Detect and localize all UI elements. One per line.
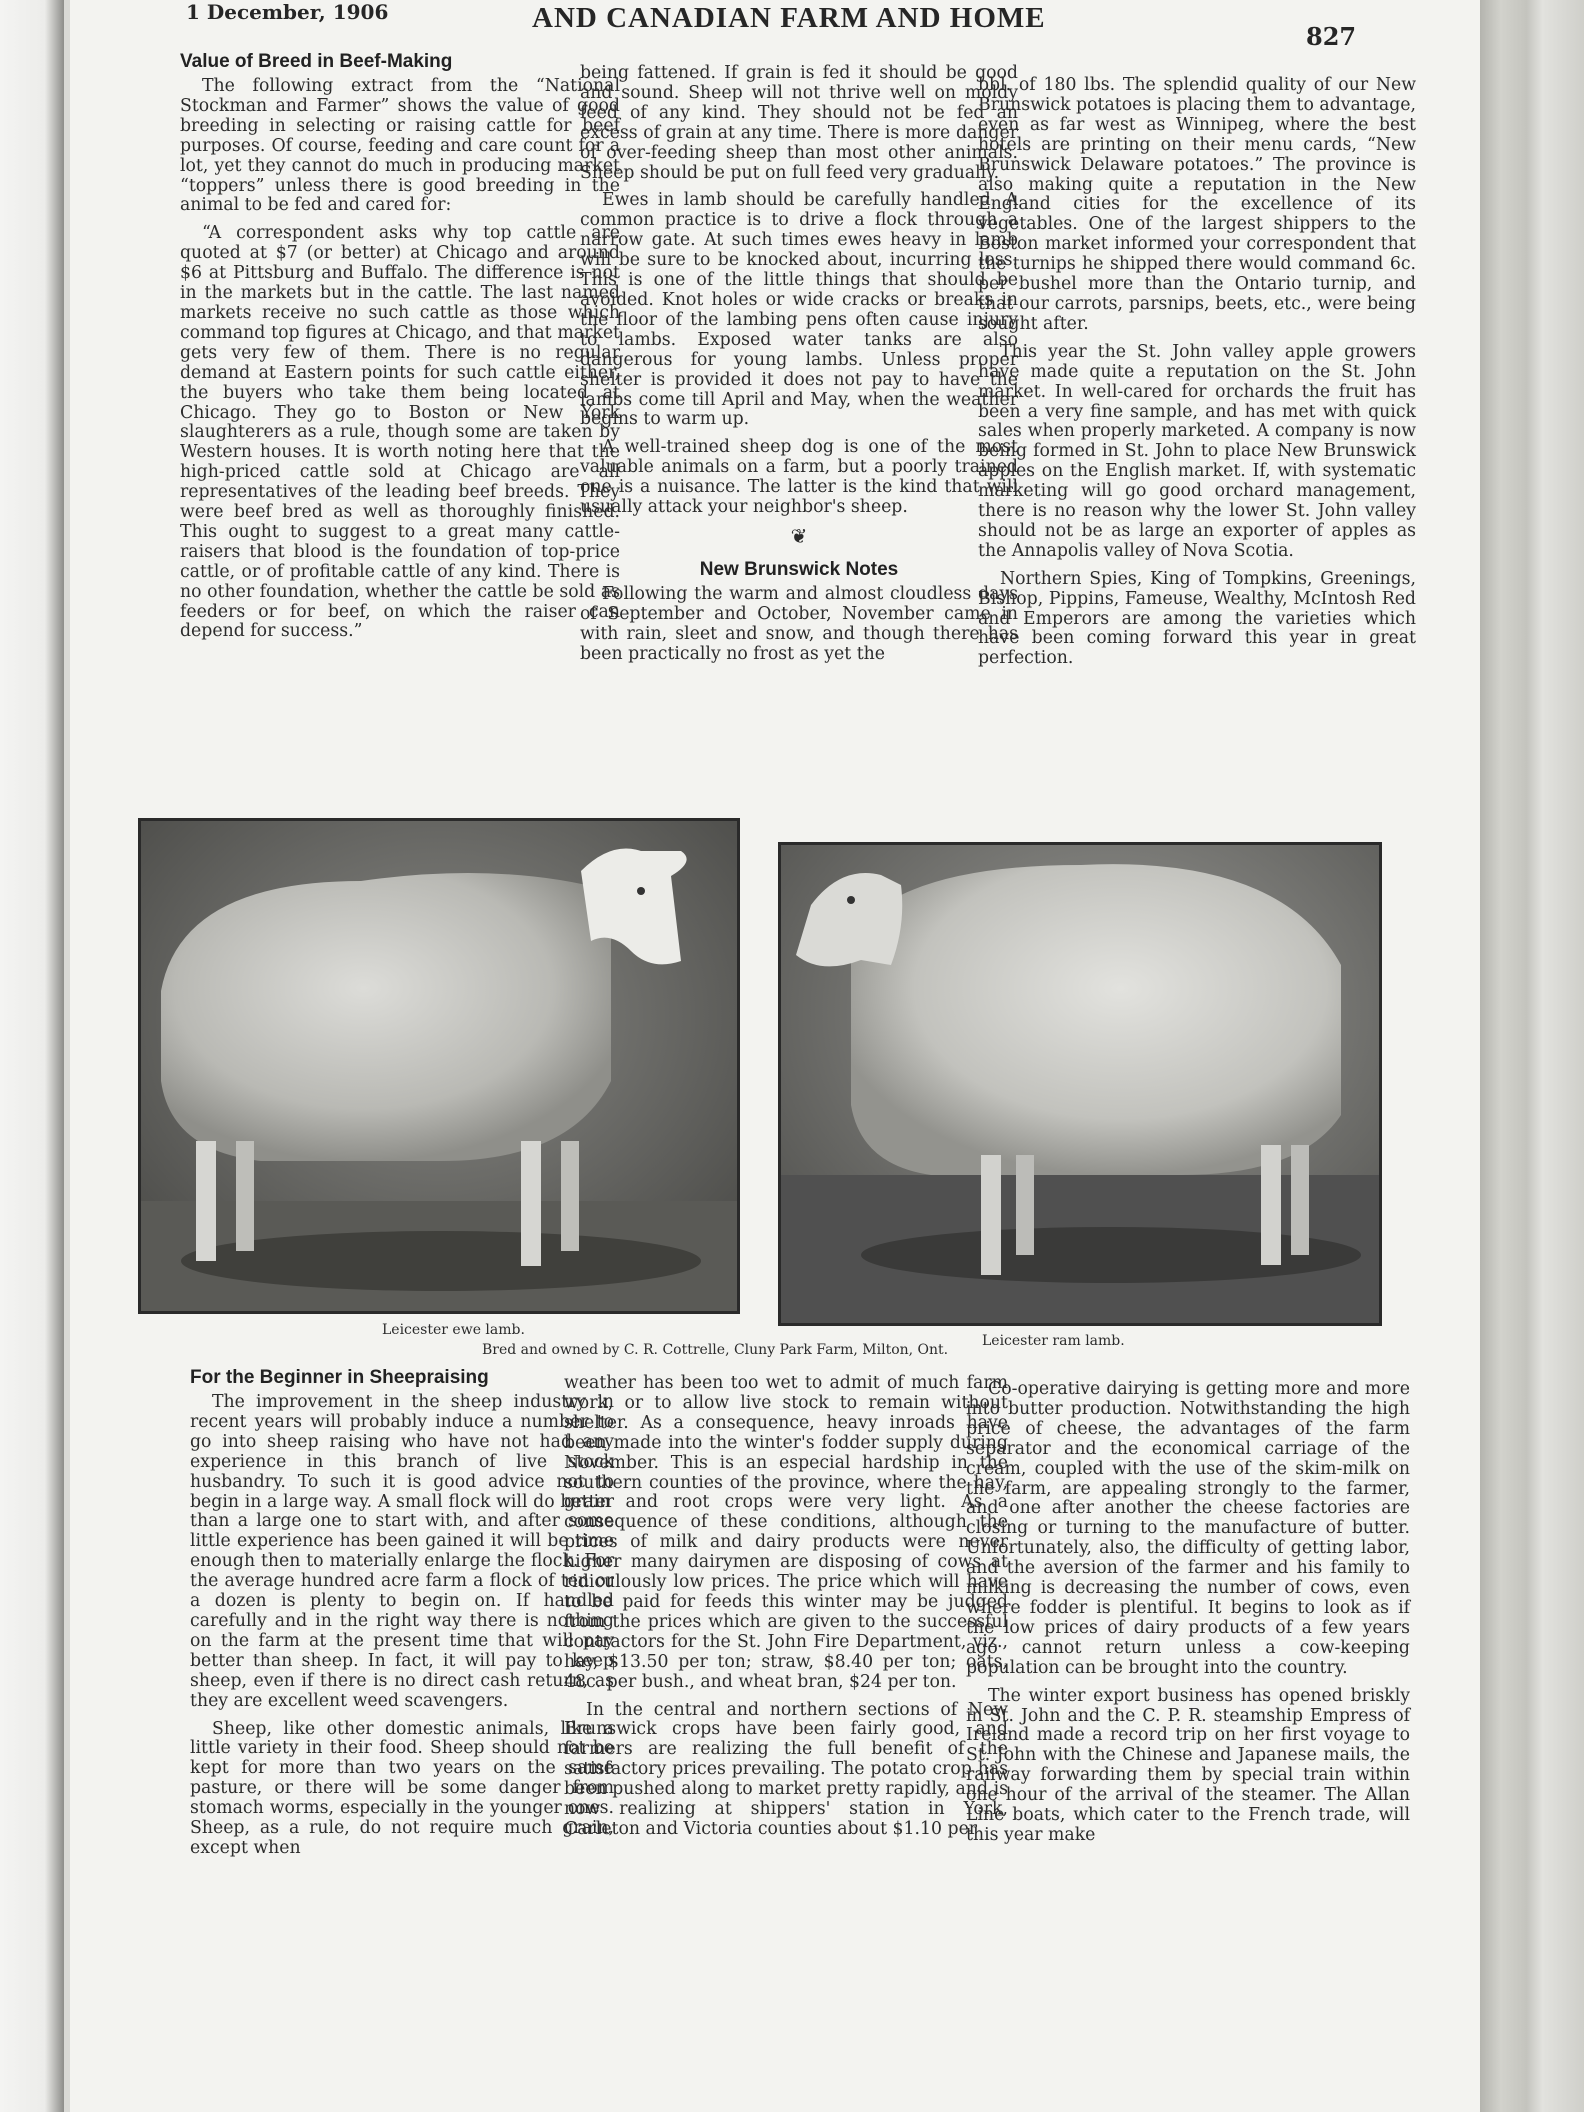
article-paragraph: The improvement in the sheep industry in recent years will probably induce a number to go into sheep raising who have not had any experience in this branch of live stock husbandry. To such it is good advice not to begin in a large way. A small flock will do better than a large one to start with, and after some little experience has been gained it will be time enough then to materially enlarge the flock. For the average hundred acre farm a flock of ten or a dozen is plenty to begin on. If handled carefully and in the right way there is nothing on the farm at the present time that will pay better than sheep. In fact, it will pay to keep sheep, even if there is no direct cash return, as they are excellent weed scavengers. — [190, 1392, 614, 1711]
article-title: Value of Breed in Beef-Making — [180, 51, 453, 72]
sheep-illustration — [141, 821, 737, 1311]
page-header — [70, 0, 1480, 51]
article-paragraph: Ewes in lamb should be carefully handled. A common practice is to drive a flock through a narrow gate. At such times ewes heavy in lamb will be sure to be knocked about, incurring loss. This is one of the little things that should be avoided. Knot holes or wide cracks or breaks in the floor of the lambing pens often cause injury to lambs. Exposed water tanks are also dangerous for young lambs. Unless proper shelter is provided it does not pay to have the lambs come till April and May, when the weather begins to warm up. — [580, 190, 1018, 430]
article-paragraph: bbl. of 180 lbs. The splendid quality of our New Brunswick potatoes is placing them to advantage, even as far west as Winnipeg, where the best hotels are printing on their menu cards, “New Brunswick Delaware potatoes.” The province is also making quite a reputation in the New England cities for the excellence of its vegetables. One of the largest shippers to the Boston market informed your correspondent that the turnips he shipped there would command 6c. per bushel more than the Ontario turnip, and that our carrots, parsnips, beets, etc., were being sought after. — [978, 75, 1416, 334]
article-title: New Brunswick Notes — [699, 558, 899, 580]
photo-credit: Bred and owned by C. R. Cottrelle, Cluny Park Farm, Milton, Ont. — [482, 1342, 949, 1358]
article-paragraph: The winter export business has opened briskly in St. John and the C. P. R. steamship Empress of Ireland made a record trip on her first voyage to St. John with the Chinese and Japanese mails, the railway forwarding them by special train within one hour of the arrival of the steamer. The Allan Line boats, which cater to the French trade, will this year make — [966, 1685, 1410, 1845]
sheep-illustration — [781, 845, 1379, 1323]
article-nb-notes-continued — [978, 76, 1416, 677]
page-number: 827 — [1306, 22, 1357, 51]
article-paragraph: Following the warm and almost cloudless days of September and October, November came in with rain, sleet and snow, and though there has been practically no frost as yet the — [580, 583, 1018, 664]
article-paragraph: Northern Spies, King of Tompkins, Greenings, Bishop, Pippins, Fameuse, Wealthy, McIntosh Red and Emperors are among the varieties which have been coming forward this year in great perfection. — [978, 568, 1416, 669]
article-title: For the Beginner in Sheepraising — [190, 1367, 489, 1388]
article-weather-continued — [564, 1374, 1008, 1848]
photo-ewe-lamb — [138, 818, 740, 1314]
article-dairy — [966, 1380, 1410, 1854]
article-paragraph: A well-trained sheep dog is one of the most valuable animals on a farm, but a poorly trained one is a nuisance. The latter is the kind that will usually attack your neighbor's sheep. — [580, 437, 1018, 518]
article-paragraph: The following extract from the “National Stockman and Farmer” shows the value of good breeding in selecting or raising cattle for beef purposes. Of course, feeding and care count for a lot, yet they cannot do much in producing market “toppers” unless there is good breeding in the animal to be fed and cared for: — [180, 76, 620, 216]
ornament-icon: ❦ — [790, 523, 808, 548]
photo-ram-lamb — [778, 842, 1382, 1326]
magazine-page — [70, 0, 1480, 2112]
article-paragraph: being fattened. If grain is fed it should be good and sound. Sheep will not thrive well on moldy feed of any kind. They should not be fed an excess of grain at any time. There is more danger of over-feeding sheep than most other animals. Sheep should be put on full feed very gradually. — [580, 63, 1018, 183]
left-page-edge — [0, 0, 64, 2112]
header-date: 1 December, 1906 — [186, 0, 389, 24]
article-beginner-sheepraising — [190, 1366, 614, 1867]
article-paragraph: weather has been too wet to admit of much farm work, or to allow live stock to remain without shelter. As a consequence, heavy inroads have been made into the winter's fodder supply during November. This is an especial hardship in the southern counties of the province, where the hay, grain and root crops were very light. As a consequence of these conditions, although the prices of milk and dairy products were never higher many dairymen are disposing of cows at ridiculously low prices. The price which will have to be paid for feeds this winter may be judged from the prices which are given to the successful contractors for the St. John Fire Department, viz., hay, $13.50 per ton; straw, $8.40 per ton; oats, 48c. per bush., and wheat bran, $24 per ton. — [564, 1373, 1008, 1692]
header-title: AND CANADIAN FARM AND HOME — [532, 2, 1046, 34]
article-paragraph: “A correspondent asks why top cattle are quoted at $7 (or better) at Chicago and around $6 at Pittsburg and Buffalo. The difference is not in the markets but in the cattle. The last named markets receive no such cattle as those which command top figures at Chicago, and that market gets very few of them. There is no regular demand at Eastern points for such cattle either, the buyers who take them being located at Chicago. They go to Boston or New York slaughterers as a rule, though some are taken by Western houses. It is worth noting here that the high-priced cattle sold at Chicago are all representatives of the leading beef breeds. They were beef bred as well as thoroughly finished. This ought to suggest to a great many cattle-raisers that blood is the foundation of top-price cattle, or of profitable cattle of any kind. There is no other foundation, whether the cattle be sold as feeders or for beef, on which the raiser can depend for success.” — [180, 223, 620, 642]
article-paragraph: This year the St. John valley apple growers have made quite a reputation on the St. John market. In well-cared for orchards the fruit has been a very fine sample, and has met with quick sales when properly marketed. A company is now being formed in St. John to place New Brunswick apples on the English market. If, with systematic marketing will go good orchard management, there is no reason why the lower St. John valley should not be as large an exporter of apples as the Annapolis valley of Nova Scotia. — [978, 341, 1416, 561]
article-paragraph: Co-operative dairying is getting more and more into butter production. Notwithstanding the high price of cheese, the advantages of the farm separator and the economical carriage of the cream, coupled with the use of the skim-milk on the farm, are appealing strongly to the farmer, and one after another the cheese factories are closing or turning to the manufacture of butter. Unfortunately, also, the difficulty of getting labor, and the aversion of the farmer and his family to milking is decreasing the number of cows, even where fodder is plentiful. It begins to look as if the low prices of dairy products of a few years ago cannot return unless a cow-keeping population can be brought into the country. — [966, 1379, 1410, 1678]
photo-caption-left: Leicester ewe lamb. — [382, 1322, 525, 1338]
article-paragraph: Sheep, like other domestic animals, like a little variety in their food. Sheep should not be kept for more than two years on the same pasture, or there will be some danger from stomach worms, especially in the younger ones. Sheep, as a rule, do not require much grain, except when — [190, 1718, 614, 1858]
photo-caption-right: Leicester ram lamb. — [982, 1333, 1125, 1349]
book-binding-edge — [1480, 0, 1584, 2112]
article-sheep-continued — [580, 64, 1018, 673]
article-paragraph: In the central and northern sections of New Brunswick crops have been fairly good, and farmers are realizing the full benefit of the satisfactory prices prevailing. The potato crop has been pushed along to market pretty rapidly, and is now realizing at shippers' station in York, Carleton and Victoria counties about $1.10 per — [564, 1699, 1008, 1839]
article-beef-breed — [180, 50, 620, 650]
